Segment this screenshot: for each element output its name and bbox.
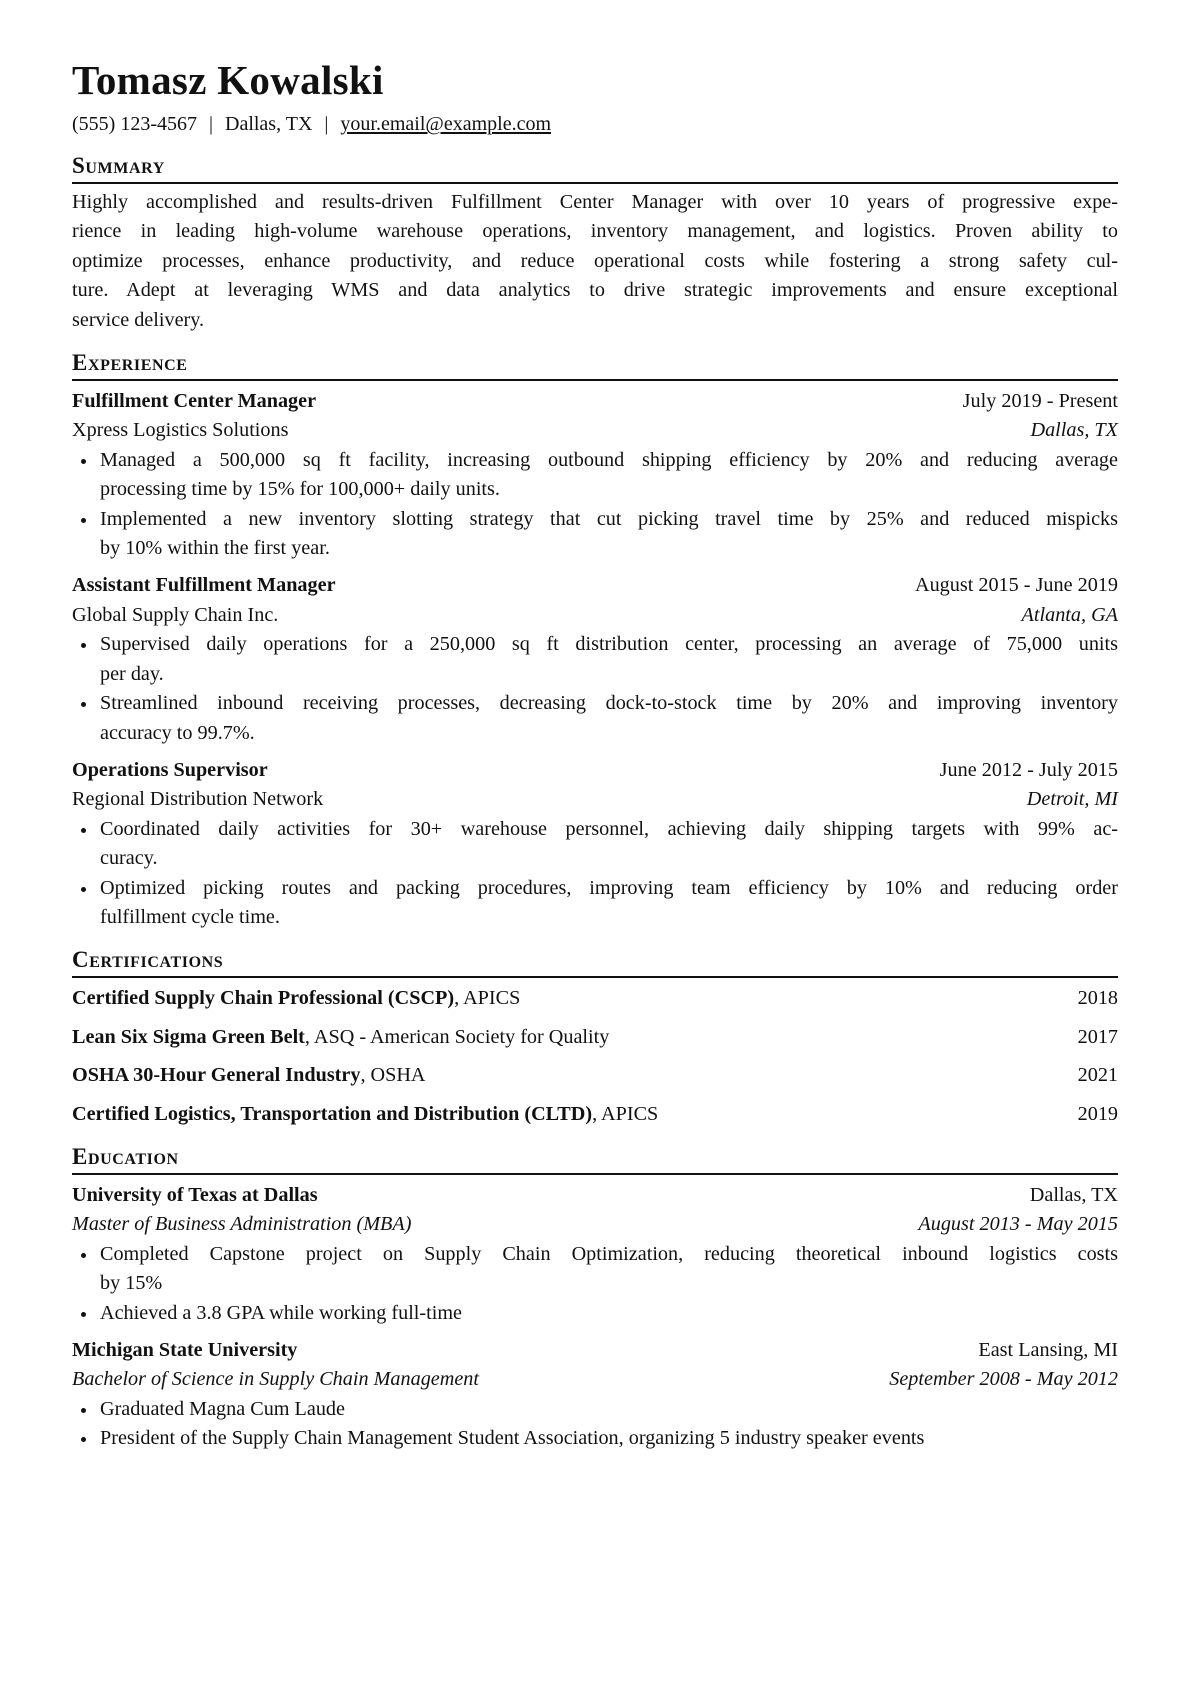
email-link[interactable]: your.email@example.com [340,113,551,135]
experience-entry [72,756,1118,932]
education-dates: September 2008 - May 2012 [889,1368,1118,1391]
bullet-item: Managed a 500,000 sq ft facility, increasing outbound shipping efficiency by 20% and reducing average processing time by 15% for 100,000+ daily units. [72,446,1118,505]
bullet-item: Completed Capstone project on Supply Chain Optimization, reducing theoretical inbound logistics costs by 15% [72,1240,1118,1299]
company-name: Global Supply Chain Inc. [72,603,279,626]
contact-line [72,110,1118,138]
phone-number: (555) 123-4567 [72,113,197,135]
bullet-item: Coordinated daily activities for 30+ warehouse personnel, achieving daily shipping targets with 99% ac- curacy. [72,815,1118,874]
certification-row [72,1100,1118,1129]
summary-text [72,188,1118,335]
education-dates: August 2013 - May 2015 [918,1213,1118,1236]
school-name: University of Texas at Dallas [72,1183,318,1206]
job-dates: June 2012 - July 2015 [939,758,1118,781]
certification-name: Lean Six Sigma Green Belt [72,1025,305,1048]
school-name: Michigan State University [72,1339,298,1361]
summary-section [72,152,1118,335]
certification-name: Certified Supply Chain Professional (CSCP) [72,987,455,1010]
bullet-item: Graduated Magna Cum Laude [72,1395,1118,1424]
section-heading-experience: Experience [72,349,1118,381]
certification-name: OSHA 30-Hour General Industry [72,1064,361,1087]
candidate-name: Tomasz Kowalski [72,57,384,103]
job-title: Assistant Fulfillment Manager [72,574,336,597]
certification-row [72,984,1118,1013]
experience-entry [72,571,1118,747]
company-name: Regional Distribution Network [72,788,324,811]
location: Dallas, TX [225,113,313,135]
section-heading-summary: Summary [72,152,1118,184]
bullet-item: Supervised daily operations for a 250,000 sq ft distribution center, processing an average of 75,000 units per day. [72,630,1118,689]
summary-line: ture. Adept at leveraging WMS and data analytics to drive strategic improvements and ensure exceptional [72,279,1118,302]
certification-year: 2021 [1077,1064,1118,1087]
job-location: Dallas, TX [1030,419,1118,442]
job-dates: August 2015 - June 2019 [915,574,1118,597]
job-location: Atlanta, GA [1021,603,1118,626]
certification-name: Certified Logistics, Transportation and Distribution (CLTD) [72,1102,593,1125]
certification-issuer: , APICS [592,1102,659,1125]
experience-entry [72,387,1118,563]
section-heading-certifications: Certifications [72,946,1118,978]
summary-line: optimize processes, enhance productivity, and reduce operational costs while fostering a strong safety cul- [72,249,1118,272]
certification-issuer: , ASQ - American Society for Quality [304,1025,610,1048]
certification-year: 2018 [1077,987,1118,1010]
certification-row [72,1023,1118,1052]
bullet-item: Optimized picking routes and packing procedures, improving team efficiency by 10% and reducing order fulfillment cycle time. [72,874,1118,933]
school-location: Dallas, TX [1029,1183,1118,1206]
bullet-item: Streamlined inbound receiving processes, decreasing dock-to-stock time by 20% and improving inventory accuracy to 99.7%. [72,689,1118,748]
job-title: Operations Supervisor [72,758,268,781]
company-name: Xpress Logistics Solutions [72,419,289,442]
certification-year: 2017 [1077,1025,1118,1048]
separator: | [208,113,213,135]
education-section [72,1143,1118,1454]
degree-name: Bachelor of Science in Supply Chain Management [72,1368,480,1391]
certification-row [72,1061,1118,1090]
summary-line: rience in leading high-volume warehouse operations, inventory management, and logistics. Proven ability to [72,220,1118,243]
school-location: East Lansing, MI [978,1339,1118,1361]
summary-line: service delivery. [72,308,205,331]
certification-issuer: , APICS [454,987,521,1010]
bullet-item: President of the Supply Chain Management Student Association, organizing 5 industry speaker events [72,1424,1118,1453]
summary-line: Highly accomplished and results-driven Fulfillment Center Manager with over 10 years of progressive expe- [72,191,1118,213]
job-dates: July 2019 - Present [962,390,1118,413]
education-entry [72,1336,1118,1454]
job-location: Detroit, MI [1026,788,1118,811]
resume-page [72,56,1118,1454]
bullet-item: Implemented a new inventory slotting strategy that cut picking travel time by 25% and reduced mispicks by 10% within the first year. [72,505,1118,564]
degree-name: Master of Business Administration (MBA) [72,1213,412,1236]
separator: | [324,113,329,135]
job-title: Fulfillment Center Manager [72,390,317,413]
experience-section [72,349,1118,932]
bullet-item: Achieved a 3.8 GPA while working full-time [72,1299,1118,1328]
certification-year: 2019 [1077,1102,1118,1125]
education-entry [72,1181,1118,1328]
certifications-section [72,946,1118,1129]
section-heading-education: Education [72,1143,1118,1175]
certification-issuer: , OSHA [360,1064,426,1087]
